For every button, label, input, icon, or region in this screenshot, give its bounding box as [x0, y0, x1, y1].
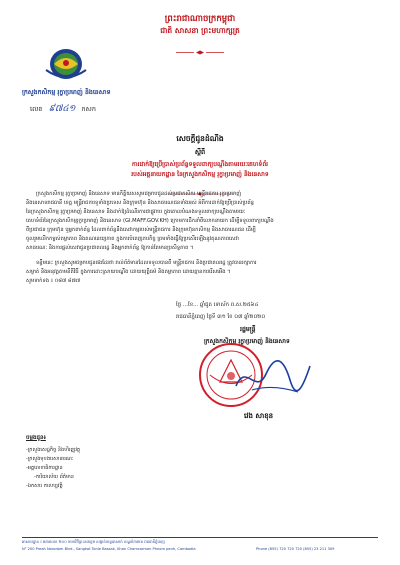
paragraph-line: នៃក្រសួងកសិកម្ម រុក្ខាប្រមាញ់ និងនេសាទ និងដាក់ឱ្យដំណើរការជាផ្លូវការ ក្នុងគោលបំណងទទួលពាក្យបណ្តឹងតាមរយៈ	[26, 209, 246, 215]
list-item: -ក្រសួងមុខងារសាធារណៈ	[26, 456, 74, 462]
document-type-title: សេចក្តីជូនដំណឹង	[176, 134, 224, 143]
signatory-ministry: ក្រសួងកសិកម្ម រុក្ខាប្រមាញ់ និងនេសាទ	[204, 338, 290, 345]
paragraph-line: និងនេសាទរាជធានី ខេត្ត មន្ត្រីរាជការទូទាំងប្រទេស និងក្រុមហ៊ុន និងសាធារណជនទាំងអស់ អំពីការដាក់ឱ្យប្រើប្រាស់ប្រព័ន្ធ	[26, 200, 254, 206]
paragraph-line: ពីប្រជាជន ក្រុមហ៊ុន ឬអ្នកពាក់ព័ន្ធ ដែលពាក់ព័ន្ធនឹងសេវាកម្មរបស់មន្ត្រីរាជការ និងក្រុមហ៊ុនកសិកម្ម និងសាធារណជន ដើម្បី	[26, 227, 256, 233]
list-item: -ឯកសារ កាលប្បវត្តិ	[26, 483, 63, 489]
paragraph-line: គេហទំព័រនៃក្រសួងកសិកម្មរុក្ខាប្រមាញ់ និងនេសាទ (GI.MAFF.GOV.KH) ក្រោមការដឹកនាំពីលោកនាយក ដើម្បីទទួលពាក្យបណ្តឹង	[26, 218, 274, 224]
paragraph-line: ទន្ទឹមនេះ ក្រសួងសូមជម្រាបជូនផងដែរថា រាល់ព័ត៌មានដែលទទួលបានពី មន្ត្រីរាជការ និងប្រជាពលរដ្ឋ ត្រូវបានរក្សាការ	[36, 260, 257, 266]
ministry-name: ក្រសួងកសិកម្ម រុក្ខាប្រមាញ់ និងនេសាទ	[22, 89, 111, 96]
subject-line-2: របស់អគ្គនាយកដ្ឋាន នៃក្រសួងកសិកម្ម រុក្ខាប្រមាញ់ និងនេសាទ	[131, 171, 269, 178]
footer-divider	[22, 537, 378, 538]
handwritten-signature-icon	[232, 356, 312, 398]
ref-prefix: លេខ	[30, 105, 43, 113]
subject-line-1: ការដាក់ឱ្យប្រើប្រាស់ប្រព័ន្ធទទួលពាក្យបណ្តឹងតាមរយៈគេហទំព័រ	[131, 161, 269, 168]
subject-label: ស្តីពី	[194, 148, 206, 156]
paragraph-line: សម្ងាត់ និងអនុវត្តតាមនីតិវិធី ក្នុងការដោះស្រាយបណ្តឹង ដោយយុត្តិធម៌ និងតម្លាភាព ដោយគ្មានការរើសអើង ។	[26, 269, 231, 275]
list-item: -អគ្គលេខាធិការដ្ឋាន	[26, 465, 63, 471]
reference-number	[30, 103, 96, 116]
signatory-title: រដ្ឋមន្ត្រី	[240, 326, 256, 333]
footer-address-en: N° 200 Preah Norodom Blvd., Sangkat Tonle Bassak, Khan Chamcarmon Phnom penh, Cambodia	[22, 547, 196, 551]
paragraph-line: សូមទាក់ទង ៖ ០៨៧ ៨៧៧	[26, 278, 81, 284]
motto-ornament	[176, 40, 224, 45]
paragraph-line: ក្រសួងកសិកម្ម រុក្ខាប្រមាញ់ និងនេសាទ មានកិត្តិយសសូមជម្រាបជូនដល់ប្រជាកសិករ មន្ត្រីរាជការ រុក្ខាប្រមាញ់	[36, 191, 242, 197]
paragraph-line: ចូលរួមលើកកម្ពស់តម្លាភាព និងគណនេយ្យភាព ក្នុងការបំពេញភារកិច្ច ព្រមទាំងធ្វើឱ្យប្រសើរឡើងនូវគុណភាពសេវា	[26, 236, 239, 242]
footer-address-kh: អាសយដ្ឋាន ៖ អគារលេខ ២០០ មហាវិថីព្រះនរោត្តម សង្កាត់ទន្លេបាសាក់ ខណ្ឌចំការមន រាជធានីភ្នំពេញ	[22, 539, 165, 544]
lunar-date: ថ្ងៃ ...ខែ... ឆ្នាំជូត ទោស័ក ព.ស.២៥៦៤	[176, 302, 259, 308]
ref-number: ៩៧៤១	[48, 104, 76, 114]
kingdom-heading: ព្រះរាជាណាចក្រកម្ពុជា	[164, 14, 236, 24]
footer-phone: Phone (855) 720 720 720 (855) 23 211 309	[256, 547, 335, 551]
recipients-heading: ចម្លងជូន៖	[26, 435, 46, 441]
list-item: -ក្រសួងសេដ្ឋកិច្ច និងហិរញ្ញវត្ថុ	[26, 447, 81, 453]
national-motto: ជាតិ សាសនា ព្រះមហាក្សត្រ	[160, 26, 240, 35]
paragraph-line: សាធារណៈ និងការផ្តល់សេវាជូនប្រជាពលរដ្ឋ និងអ្នកពាក់ព័ន្ធ ឱ្យកាន់តែមានប្រសិទ្ធភាព ។	[26, 245, 194, 251]
list-item: -ការិយាល័យ ព័ត៌មាន	[34, 474, 74, 480]
ref-suffix: កសក	[81, 105, 96, 113]
title-divider	[168, 181, 232, 185]
signatory-name: វេង សាខុន	[244, 412, 274, 420]
ministry-logo-icon	[40, 44, 92, 88]
solar-date: រាជធានីភ្នំពេញ ថ្ងៃទី ៣១ ខែ ០៧ ឆ្នាំ២០២០	[176, 314, 266, 320]
